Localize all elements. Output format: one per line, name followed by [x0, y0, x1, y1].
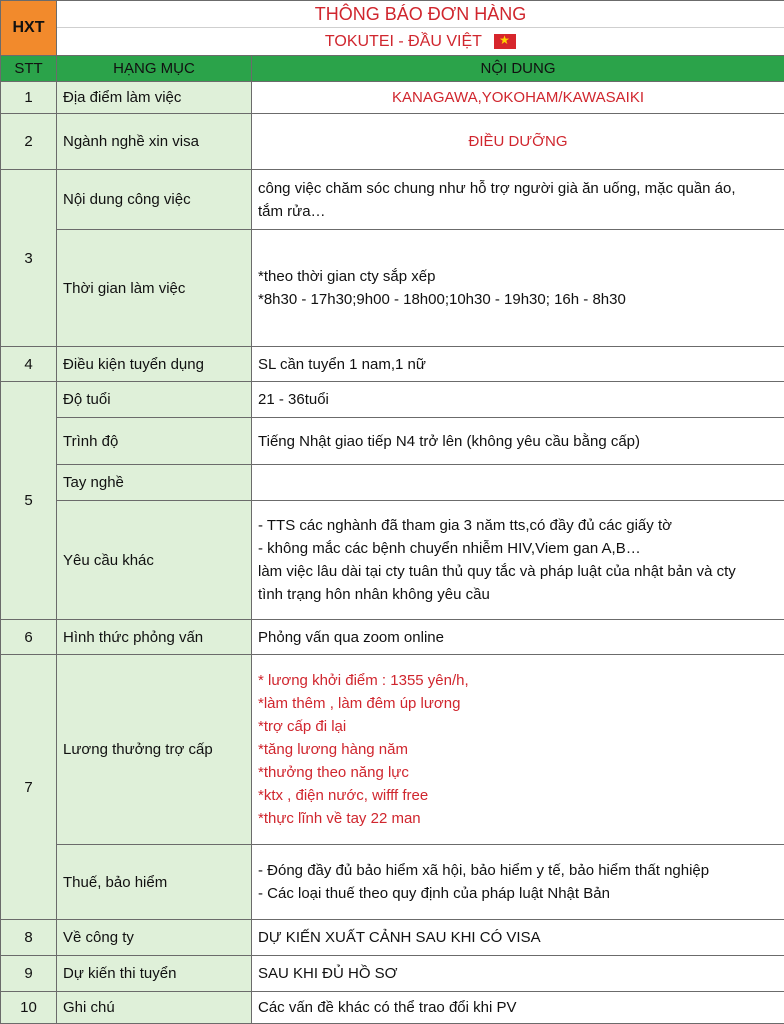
row-value [252, 465, 784, 501]
content-line: *tăng lương hàng năm [258, 741, 408, 758]
row-label: Ngành nghề xin visa [57, 114, 252, 170]
row-number: 7 [1, 655, 57, 920]
row-value: DỰ KIẾN XUẤT CẢNH SAU KHI CÓ VISA [252, 920, 784, 956]
content-line: - không mắc các bệnh chuyển nhiễm HIV,Viem gan A,B… [258, 540, 641, 557]
row-value: 21 - 36tuổi [252, 382, 784, 418]
table-row [1, 114, 784, 170]
column-header-row [1, 56, 784, 82]
table-row [1, 82, 784, 114]
column-header-category: HẠNG MỤC [57, 56, 252, 82]
row-value: ĐIỀU DƯỠNG [252, 114, 784, 170]
content-line: tắm rửa… [258, 202, 326, 220]
table-row [1, 992, 784, 1024]
row-value: SL cần tuyển 1 nam,1 nữ [252, 347, 784, 382]
column-header-content: NỘI DUNG [252, 56, 784, 82]
content-line: *8h30 - 17h30;9h00 - 18h00;10h30 - 19h30; 16h - 8h30 [258, 291, 626, 308]
content-line: - TTS các nghành đã tham gia 3 năm tts,có đầy đủ các giấy tờ [258, 517, 672, 534]
content-line: *thực lĩnh về tay 22 man [258, 810, 421, 827]
content-line: tình trạng hôn nhân không yêu cầu [258, 586, 490, 603]
row-label: Về công ty [57, 920, 252, 956]
row-number: 1 [1, 82, 57, 114]
content-line: *ktx , điện nước, wifff free [258, 787, 429, 804]
row-label: Điều kiện tuyển dụng [57, 347, 252, 382]
content-line: - Đóng đầy đủ bảo hiểm xã hội, bảo hiểm y tế, bảo hiểm thất nghiệp [258, 862, 710, 879]
table-row [1, 170, 784, 230]
company-logo: HXT [1, 1, 57, 56]
row-label: Hình thức phỏng vấn [57, 620, 252, 655]
table-row [1, 465, 784, 501]
content-line: *làm thêm , làm đêm úp lương [258, 695, 461, 712]
row-label: Dự kiến thi tuyển [57, 956, 252, 992]
table-row [1, 956, 784, 992]
content-line: công việc chăm sóc chung như hỗ trợ người già ăn uống, mặc quần áo, [258, 179, 736, 197]
table-row [1, 501, 784, 620]
row-label: Ghi chú [57, 992, 252, 1024]
row-label: Nội dung công việc [57, 170, 252, 230]
table-row [1, 845, 784, 920]
row-number: 8 [1, 920, 57, 956]
row-value: Tiếng Nhật giao tiếp N4 trở lên (không yêu cầu bằng cấp) [252, 418, 784, 465]
content-line: *thưởng theo năng lực [258, 764, 409, 781]
row-number: 4 [1, 347, 57, 382]
row-label: Tay nghề [57, 465, 252, 501]
row-label: Độ tuổi [57, 382, 252, 418]
row-value: KANAGAWA,YOKOHAM/KAWASAIKI [252, 82, 784, 114]
table-row [1, 347, 784, 382]
table-row [1, 230, 784, 347]
row-number: 9 [1, 956, 57, 992]
row-value [252, 501, 784, 620]
row-value: Phỏng vấn qua zoom online [252, 620, 784, 655]
page-subtitle: TOKUTEI - ĐẦU VIỆT [324, 32, 482, 50]
row-value: Các vấn đề khác có thể trao đổi khi PV [252, 992, 784, 1024]
row-label: Thuế, bảo hiểm [57, 845, 252, 920]
vietnam-flag-icon [494, 34, 516, 49]
row-number: 2 [1, 114, 57, 170]
page-subtitle-cell [57, 28, 784, 56]
row-value [252, 230, 784, 347]
row-label: Trình độ [57, 418, 252, 465]
row-number: 5 [1, 382, 57, 620]
table-row [1, 920, 784, 956]
row-number: 10 [1, 992, 57, 1024]
row-value: SAU KHI ĐỦ HỒ SƠ [252, 956, 784, 992]
row-value [252, 170, 784, 230]
row-value [252, 845, 784, 920]
content-line: * lương khởi điểm : 1355 yên/h, [258, 672, 469, 689]
table-row [1, 382, 784, 418]
table-row [1, 620, 784, 655]
row-label: Thời gian làm việc [57, 230, 252, 347]
row-number: 3 [1, 170, 57, 347]
page-title: THÔNG BÁO ĐƠN HÀNG [57, 1, 784, 28]
row-label: Địa điểm làm việc [57, 82, 252, 114]
content-line: - Các loại thuế theo quy định của pháp luật Nhật Bản [258, 885, 610, 902]
content-line: làm việc lâu dài tại cty tuân thủ quy tắc và pháp luật của nhật bản và cty [258, 563, 736, 580]
column-header-stt: STT [1, 56, 57, 82]
row-label: Lương thưởng trợ cấp [57, 655, 252, 845]
content-line: *theo thời gian cty sắp xếp [258, 268, 436, 285]
row-label: Yêu cầu khác [57, 501, 252, 620]
table-row [1, 418, 784, 465]
content-line: *trợ cấp đi lại [258, 718, 347, 735]
row-value [252, 655, 784, 845]
table-row [1, 655, 784, 845]
row-number: 6 [1, 620, 57, 655]
